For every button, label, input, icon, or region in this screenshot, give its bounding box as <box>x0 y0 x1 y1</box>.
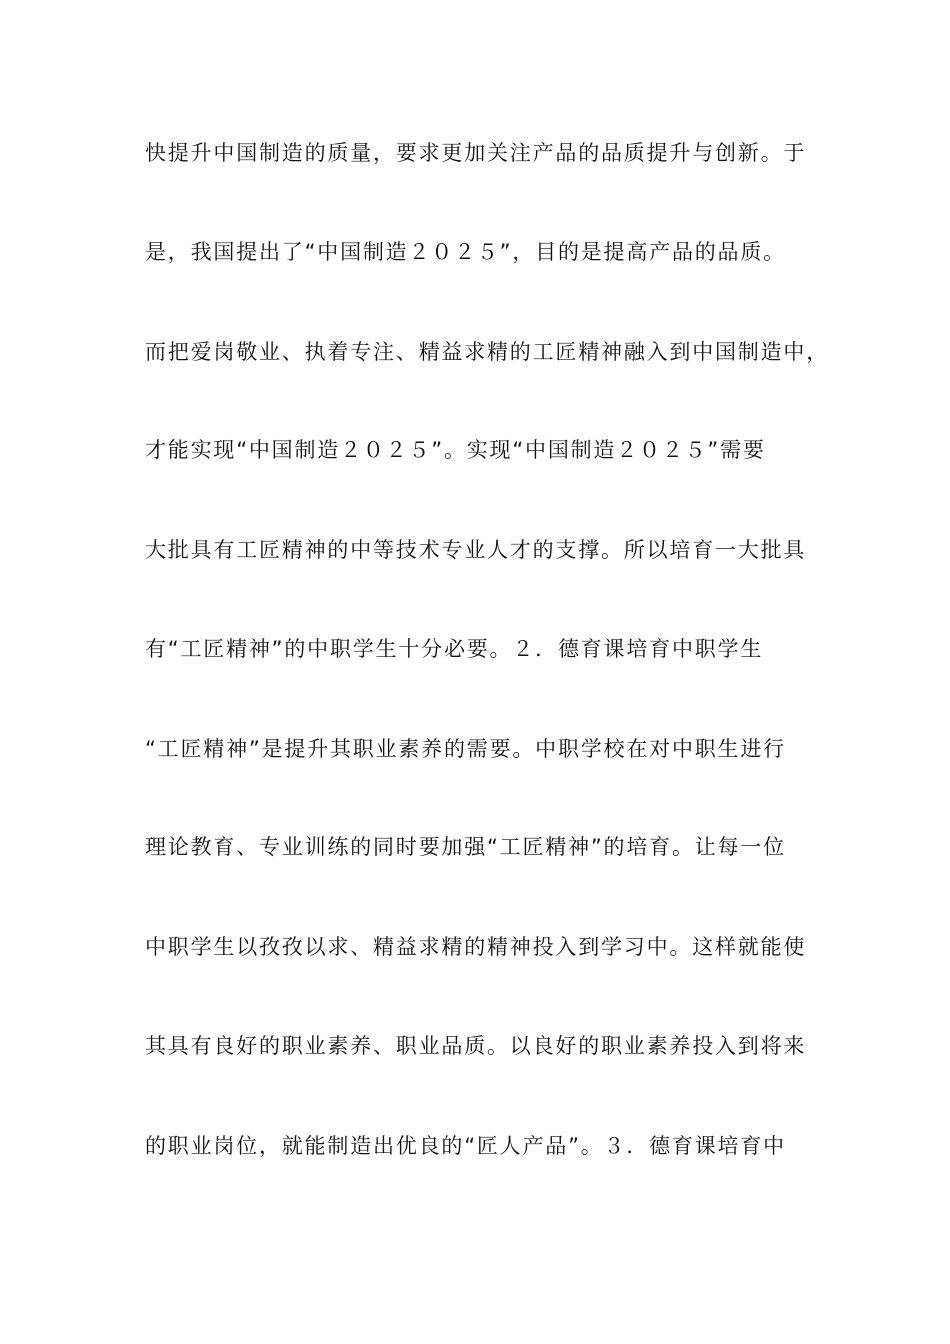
paragraph-line: 而把爱岗敬业、执着专注、精益求精的工匠精神融入到中国制造中， <box>145 340 829 364</box>
paragraph-line: 是，我国提出了“中国制造２０２５”，目的是提高产品的品质。 <box>145 240 786 264</box>
paragraph-line: 其具有良好的职业素养、职业品质。以良好的职业素养投入到将来 <box>145 1034 807 1058</box>
paragraph-line: 中职学生以孜孜以求、精益求精的精神投入到学习中。这样就能使 <box>145 935 807 959</box>
paragraph-line: 理论教育、专业训练的同时要加强“工匠精神”的培育。让每一位 <box>145 835 786 859</box>
paragraph-line: 有“工匠精神”的中职学生十分必要。２．德育课培育中职学生 <box>145 637 764 661</box>
paragraph-line: “工匠精神”是提升其职业素养的需要。中职学校在对中职生进行 <box>145 737 786 761</box>
paragraph-line: 大批具有工匠精神的中等技术专业人才的支撑。所以培育一大批具 <box>145 538 807 562</box>
paragraph-line: 才能实现“中国制造２０２５”。实现“中国制造２０２５”需要 <box>145 438 766 462</box>
paragraph-line: 快提升中国制造的质量，要求更加关注产品的品质提升与创新。于 <box>145 141 807 165</box>
paragraph-line: 的职业岗位，就能制造出优良的“匠人产品”。３．德育课培育中 <box>145 1134 786 1158</box>
